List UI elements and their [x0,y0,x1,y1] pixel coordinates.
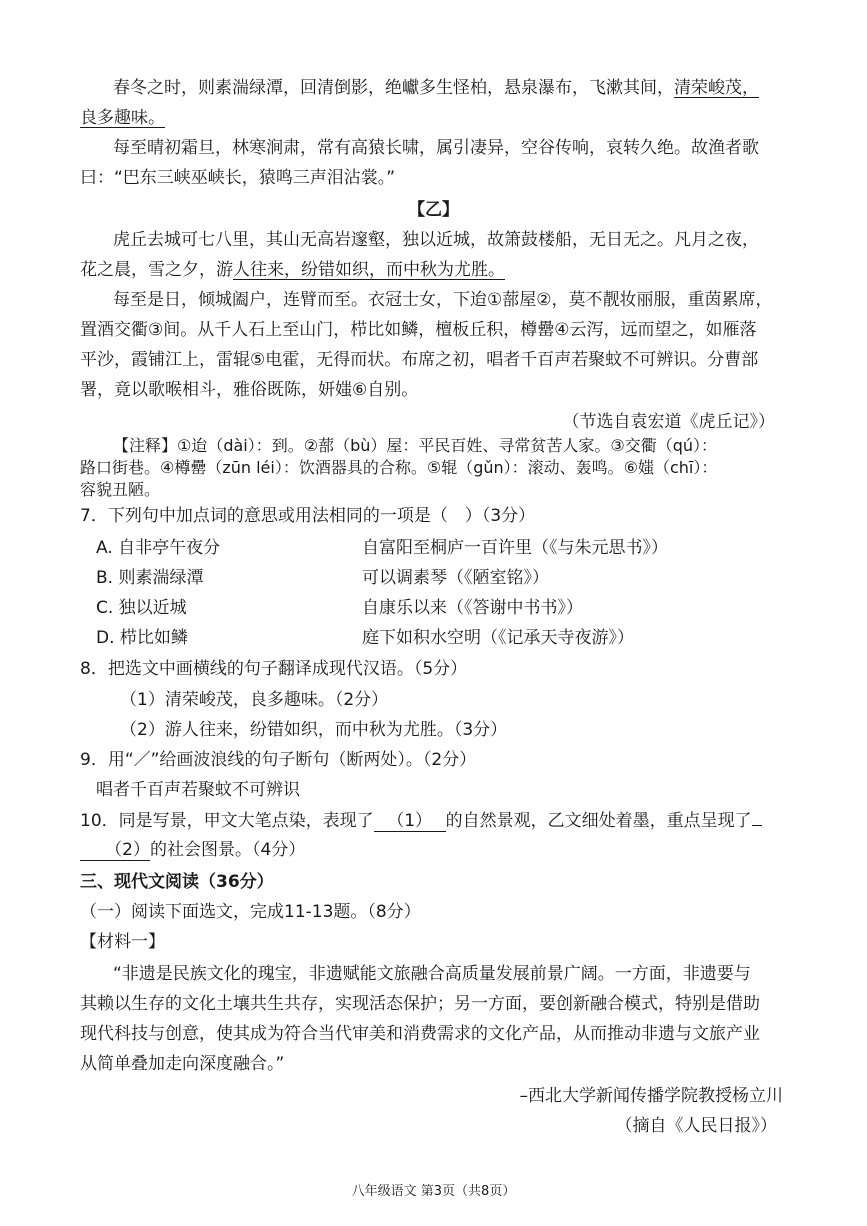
material1-source: （摘自《人民日报》） [615,1116,777,1136]
notes-line1: 【注释】①迨（dài）：到。②蔀（bù）屋：平民百姓、寻常贫苦人家。③交衢（qú）： [113,436,718,455]
yi-heading: 【乙】 [408,200,459,220]
q7-option-b-left: B. 则素湍绿潭 [96,568,204,588]
material1-line3: 现代科技与创意，使其成为符合当代审美和消费需求的文化产品，从而推动非遗与文旅产业 [80,1024,760,1044]
jia-para1-line1 [113,76,759,100]
jia-para2-line2: 曰：“巴东三峡巫峡长，猿鸣三声泪沾裳。” [80,168,396,188]
yi-source: （节选自袁宏道《虎丘记》） [562,412,775,432]
yi-para2-line4: 署，竟以歌喉相斗，雅俗既陈，妍媸⑥自别。 [80,380,419,400]
q7-option-c-left: C. 独以近城 [96,598,187,618]
yi-para2-line1: 每至是日，倾城阖户，连臂而至。衣冠士女，下迨①蔀屋②，莫不靓妆丽服，重茵累席， [113,290,773,310]
q7-option-a-left: A. 自非亭午夜分 [96,538,221,558]
q7-option-d-left: D. 栉比如鳞 [96,628,188,648]
q9-stem: 9．用“／”给画波浪线的句子断句（断两处）。（2分） [80,750,477,770]
yi-para2-line3 [80,348,758,372]
q10-blank-1: （1） [374,811,446,832]
q7-option-d-right: 庭下如积水空明（《记承天寺夜游》） [362,628,634,648]
q10-line1 [80,809,762,833]
section3-heading: 三、现代文阅读（36分） [80,872,274,892]
jia-para1-line2: 良多趣味。 [80,108,165,128]
underlined-sentence: 人往来，纷错如织，而中秋为尤胜。 [233,260,505,280]
section3-sub1: （一）阅读下面选文，完成11-13题。（8分） [80,902,421,922]
material1-attribution: –西北大学新闻传播学院教授杨立川 [519,1086,783,1106]
q10-line2 [80,838,305,862]
yi-para1-line2 [80,258,505,282]
material1-line2: 其赖以生存的文化土壤共生共存，实现活态保护；另一方面，要创新融合模式，特别是借助 [80,994,760,1014]
jia-text: 春冬之时，则素湍绿潭，回清倒影，绝巘多生怪柏，悬泉瀑布，飞漱其间， [113,78,674,98]
q9-sentence: 唱者千百声若聚蚊不可辨识 [96,780,300,800]
page-footer: 八年级语文 第3页（共8页） [351,1184,516,1199]
q10-part1: 10．同是写景，甲文大笔点染，表现了 [80,811,374,831]
q7-option-c-right: 自康乐以来（《答谢中书书》） [362,598,583,618]
q8-stem: 8．把选文中画横线的句子翻译成现代汉语。（5分） [80,659,468,679]
jia-para2-line1: 每至晴初霜旦，林寒涧肃，常有高猿长啸，属引凄异，空谷传响，哀转久绝。故渔者歌 [113,138,759,158]
q7-option-a-right: 自富阳至桐庐一百许里（《与朱元思书》） [362,538,668,558]
yi-text: 花之晨，雪之夕，游 [80,260,233,280]
underlined-sentence: 清荣峻茂， [674,78,759,98]
q10-blank-1-tail [752,825,762,826]
material1-line1: “非遗是民族文化的瑰宝，非遗赋能文旅融合高质量发展前景广阔。一方面，非遗要与 [113,964,751,984]
notes-line2: 路口街巷。④樽罍（zūn léi）：饮酒器具的合称。⑤辊（gǔn）：滚动、轰鸣。⑥媸（chī）： [80,458,718,477]
yi-para2-line2: 置酒交衢③间。从千人石上至山门，栉比如鳞，檀板丘积，樽罍④云泻，远而望之，如雁落 [80,320,757,340]
notes-line3: 容貌丑陋。 [80,480,161,499]
q10-part2: 的自然景观，乙文细处着墨，重点呈现了 [445,811,752,831]
q10-part3: 的社会图景。（4分） [150,840,306,860]
q7-option-b-right: 可以调素琴（《陋室铭》） [362,568,549,588]
q7-stem: 7．下列句中加点词的意思或用法相同的一项是（ ）（3分） [80,506,536,526]
q8-sentence-1: （1）清荣峻茂，良多趣味。（2分） [120,690,389,710]
q8-sentence-2: （2）游人往来，纷错如织，而中秋为尤胜。（3分） [120,720,508,740]
q10-blank-2: （2） [80,840,150,861]
yi-text-with-wavy: 平沙，霞铺江上，雷辊⑤电霍，无得而状。布席之初，唱者千百声若聚蚊不可辨识。分曹部 [80,350,759,370]
material1-line4: 从简单叠加走向深度融合。” [80,1054,285,1074]
material1-label: 【材料一】 [80,932,165,952]
yi-para1-line1: 虎丘去城可七八里，其山无高岩邃壑，独以近城，故箫鼓楼船，无日无之。凡月之夜， [113,230,759,250]
